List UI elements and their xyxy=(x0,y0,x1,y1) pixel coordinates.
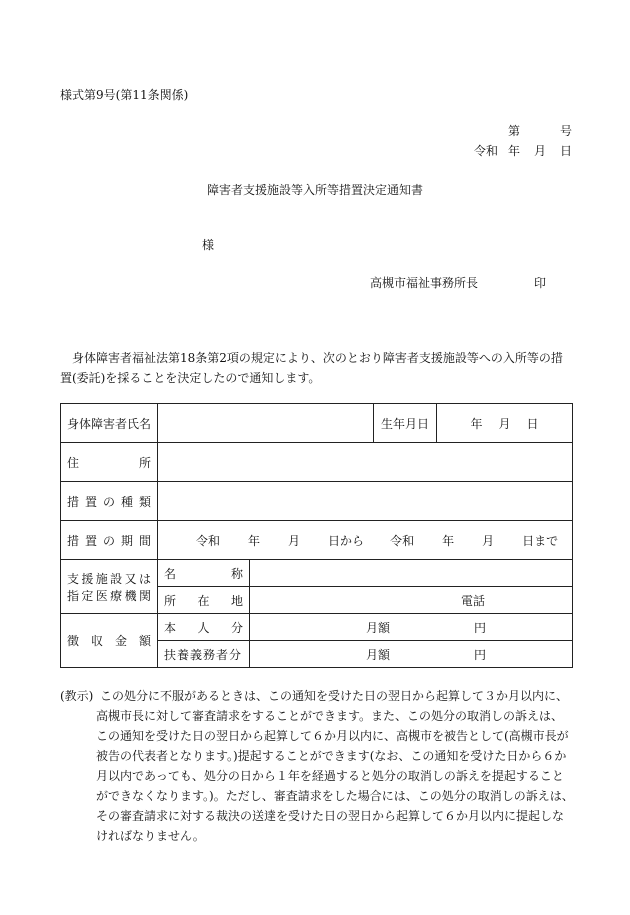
date-day: 日 xyxy=(560,144,573,158)
address-value xyxy=(158,443,573,482)
self-monthly-label: 月額 xyxy=(366,620,391,635)
form-reference: 様式第9号(第11条関係) xyxy=(60,88,189,102)
supporter-amount xyxy=(250,641,573,668)
issue-date xyxy=(474,142,572,159)
notes-label: (教示) xyxy=(60,689,94,703)
recipient-suffix: 様 xyxy=(202,238,215,252)
supporter-monthly-label: 月額 xyxy=(366,647,391,662)
self-yen-label: 円 xyxy=(474,620,487,635)
supporter-yen-label: 円 xyxy=(474,647,487,662)
supporter-label: 扶養義務者分 xyxy=(158,641,250,668)
dob-day: 日 xyxy=(526,416,539,431)
type-label: 措 置 の 種 類 xyxy=(61,482,158,521)
document-title: 障害者支援施設等入所等措置決定通知書 xyxy=(206,183,423,197)
notice-table xyxy=(60,403,573,668)
facility-label: 支 援 施 設 又 は 指 定 医 療 機 関 xyxy=(61,560,158,614)
appeal-notice xyxy=(60,686,575,846)
notes-text: この処分に不服があるときは、この通知を受けた日の翌日から起算して３か月以内に、高槻市長に対して審査請求をすることができます。また、この処分の取消しの訴えは、この通知を受けた日の翌日から起算して６か月以内に、高槻市を被告として(高槻市長が被告の代表者となります。)提起することができます(なお、この通知を受けた日から６か月以内であっても、処分の日から１年を経過すると処分の取消しの訴えを提起することができなくなります。)。ただし、審査請求をした場合には、この処分の取消しの訴えは、その審査請求に対する裁決の送達を受けた日の翌日から起算して６か月以内に提起しなければなりません。 xyxy=(96,689,574,843)
dob-value xyxy=(437,404,573,443)
date-year: 年 xyxy=(508,144,521,158)
intro-text: 身体障害者福祉法第18条第2項の規定により、次のとおり障害者支援施設等への入所等の措置(委託)を採ることを決定したので通知します。 xyxy=(60,351,563,385)
facility-name-value xyxy=(250,560,573,587)
period-value xyxy=(158,521,573,560)
facility-location-value xyxy=(250,587,573,614)
period-from-year: 年 xyxy=(248,533,261,548)
period-to-era: 令和 xyxy=(390,533,415,548)
period-to-year: 年 xyxy=(442,533,455,548)
name-value xyxy=(158,404,374,443)
facility-location-label: 所 在 地 xyxy=(158,587,250,614)
number-prefix: 第 xyxy=(508,124,521,138)
period-from-month: 月 xyxy=(288,533,301,548)
number-suffix: 号 xyxy=(560,124,573,138)
fee-label: 徴 収 金 額 xyxy=(61,614,158,668)
address-label: 住 所 xyxy=(61,443,158,482)
period-label: 措 置 の 期 間 xyxy=(61,521,158,560)
dob-label: 生年月日 xyxy=(374,404,437,443)
period-from-day: 日から xyxy=(328,533,365,548)
issuer-name: 高槻市福祉事務所長 xyxy=(370,276,479,290)
name-label: 身体障害者氏名 xyxy=(61,404,158,443)
dob-month: 月 xyxy=(498,416,511,431)
document-number xyxy=(508,122,572,139)
period-to-month: 月 xyxy=(482,533,495,548)
date-month: 月 xyxy=(534,144,547,158)
period-to-day: 日まで xyxy=(522,533,559,548)
self-amount xyxy=(250,614,573,641)
period-from-era: 令和 xyxy=(196,533,221,548)
date-era: 令和 xyxy=(474,144,499,158)
facility-name-label: 名 称 xyxy=(158,560,250,587)
type-value xyxy=(158,482,573,521)
self-label: 本 人 分 xyxy=(158,614,250,641)
dob-year: 年 xyxy=(470,416,483,431)
phone-label: 電話 xyxy=(461,593,486,608)
seal-mark: 印 xyxy=(534,276,547,290)
